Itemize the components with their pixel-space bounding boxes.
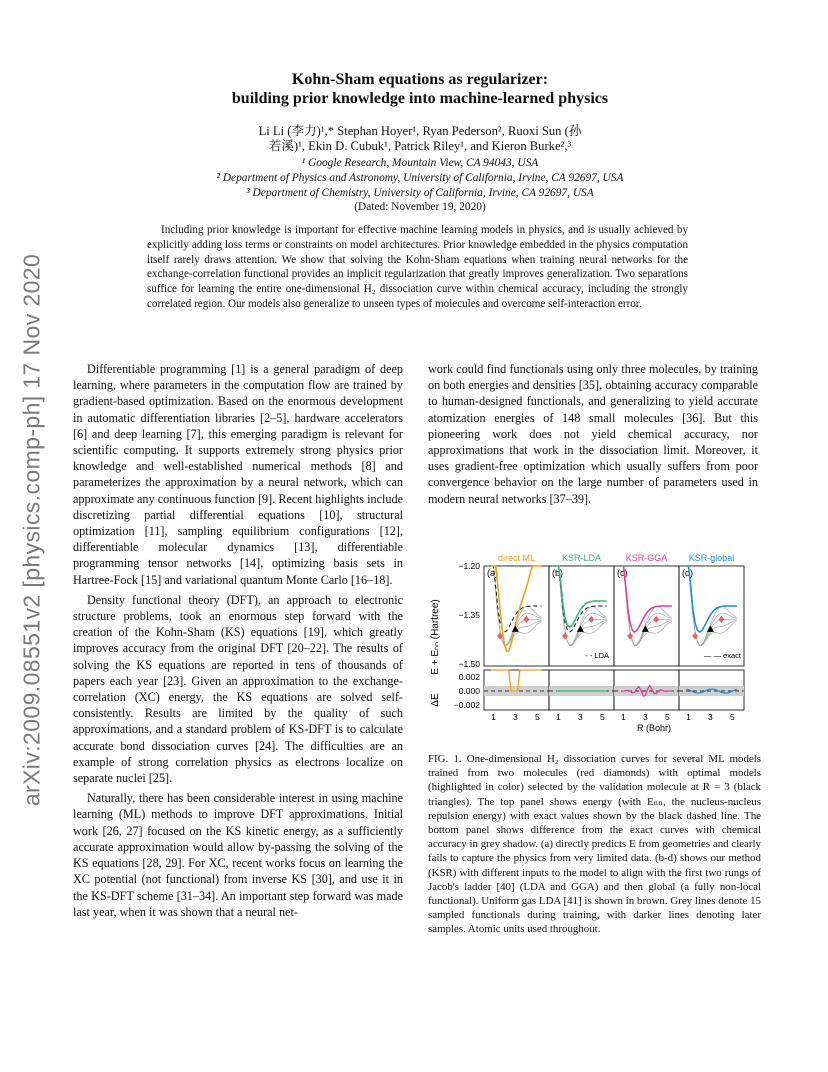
paragraph: work could find functionals using only three molecules, by training on both energies and densities [35], obtaining accuracy comparable to human-designed functionals, and generalizing to yield accurate atomization energies of 148 small molecules [36]. But this pioneering work does not yield chemical accuracy, nor approximations that work in the dissociation limit. Moreover, it uses gradient-free optimization which usually suffers from poor convergence behavior on the large number of parameters used in modern neural networks [37–39]. [428, 362, 758, 506]
panel-title: KSR-LDA [561, 553, 602, 563]
model-curve [556, 566, 606, 627]
panel-title: direct ML [497, 553, 536, 563]
x-tick: 1 [621, 712, 626, 722]
x-tick: 1 [686, 712, 691, 722]
y-tick: −0.002 [453, 700, 480, 710]
affiliation-1: ¹ Google Research, Mountain View, CA 94043, USA [301, 157, 539, 169]
validation-molecule-triangle [512, 625, 519, 632]
x-tick: 1 [556, 712, 561, 722]
abstract: Including prior knowledge is important for effective machine learning models in physics, and is usually achieved by explicitly adding loss terms or constraints on model architectures. Prior knowledge embedded in the physics computation itself rarely draws attention. We show that solving the Kohn-Sham equations when training neural networks for the exchange-correlation functional provides an implicit regularization that greatly improves generalization. Two separations suffice for learning the entire one-dimensional H₂ dissociation curve within chemical accuracy, including the strongly correlated region. Our models also generalize to unseen types of molecules and overcome self-interaction error. [147, 224, 688, 310]
legend-exact: — — exact [703, 651, 741, 660]
training-molecule-diamond [562, 633, 568, 640]
figure-caption: FIG. 1. One-dimensional H₂ dissociation curves for several ML models trained from two molecules (red diamonds) with optimal models (highlighted in color) selected by the validation molecule at R = 3 (black triangles). The top panel shows energy (with Eₙₙ, the nucleus-nucleus repulsion energy) with exact values shown by the black dashed line. The bottom panel shows difference from the exact curves with chemical accuracy in grey shadow. (a) directly predicts E from geometries and clearly fails to capture the physics from very limited data. (b-d) shows our method (KSR) with different inputs to the model to align with the first two rungs of Jacob's ladder [40] (LDA and GGA) and then global (a fully non-local functional). Uniform gas LDA [41] is shown in brown. Grey lines denote 15 sampled functionals during training, with darker lines denoting later samples. Atomic units used throughout. [428, 753, 761, 936]
y-tick: −1.20 [458, 561, 480, 571]
arxiv-sidebar-stamp [0, 230, 64, 830]
training-molecule-diamond [627, 633, 633, 640]
y-tick: −1.50 [458, 659, 480, 669]
x-tick: 3 [643, 712, 648, 722]
y-tick: −1.35 [458, 610, 480, 620]
paper-title [120, 70, 720, 108]
training-molecule-diamond [588, 616, 594, 623]
x-tick: 5 [729, 712, 735, 722]
training-molecule-diamond [692, 633, 698, 640]
affiliation-2: ² Department of Physics and Astronomy, University of California, Irvine, CA 92697, USA [216, 172, 624, 184]
x-axis-label: R (Bohr) [636, 723, 672, 733]
paragraph: Differentiable programming [1] is a general paradigm of deep learning, where parameters in the computation flow are trained by gradient-based optimization. Based on the enormous development in automatic differentiation libraries [2–5], hardware accelerators [6] and deep learning [7], this emerging paradigm is relevant for scientific computing. It supports extremely strong physics prior knowledge and well-established numerical methods [8] and parameterizes the approximation by a neural network, which can approximate any continuous function [9]. Recent highlights include discretizing partial differential equations [10], structural optimization [11], sampling equilibrium configurations [12], differentiable molecular dynamics [13], differentiable programming tensor networks [14], optimizing basis sets in Hartree-Fock [15] and variational quantum Monte Carlo [16–18]. [73, 362, 403, 587]
training-molecule-diamond [523, 616, 529, 623]
panel-title: KSR-global [688, 553, 735, 563]
legend-lda: - - LDA [585, 651, 609, 660]
date-line: (Dated: November 19, 2020) [354, 201, 486, 213]
y-tick: 0.000 [458, 686, 480, 696]
panel-label: (d) [682, 568, 693, 578]
y-tick: 0.002 [458, 672, 480, 682]
x-tick: 3 [708, 712, 713, 722]
arxiv-id: arXiv:2009.08551v2 [physics.comp-ph] 17 Nov 2020 [18, 253, 45, 807]
authors-line-2: 若溪)¹, Ekin D. Cubuk¹, Patrick Riley¹, and Kieron Burke²,³ [268, 139, 572, 153]
figure-1 [424, 552, 786, 752]
affiliation-3: ³ Department of Chemistry, University of California, Irvine, CA 92697, USA [246, 187, 594, 199]
figure-1-plot [424, 552, 786, 752]
validation-molecule-triangle [642, 625, 649, 632]
x-tick: 5 [599, 712, 605, 722]
x-tick: 1 [491, 712, 496, 722]
author-list [150, 124, 690, 154]
panel-title: KSR-GGA [625, 553, 668, 563]
paragraph: Naturally, there has been considerable interest in using machine learning (ML) methods to improve DFT approximations. Initial work [26, 27] focused on the KS kinetic energy, as a sufficiently accurate approximation would allow by-passing the solving of the KS equations [28, 29]. For XC, recent works focus on learning the XC potential (not functional) from inverse KS [30], and use it in the KS-DFT scheme [31–34]. An important step forward was made last year, when it was shown that a neural net- [73, 791, 403, 919]
panel-label: (c) [617, 568, 628, 578]
x-tick: 3 [578, 712, 583, 722]
title-line-2: building prior knowledge into machine-learned physics [231, 90, 609, 107]
x-tick: 5 [534, 712, 540, 722]
x-tick: 5 [664, 712, 670, 722]
title-line-1: Kohn-Sham equations as regularizer: [291, 71, 549, 88]
model-curve [491, 566, 541, 651]
figure-panels [484, 553, 744, 722]
panel-label: (a) [487, 568, 498, 578]
y-axis-label-top: E + Eₙₙ (Hartree) [430, 599, 441, 675]
panel-label: (b) [552, 568, 563, 578]
training-molecule-diamond [653, 616, 659, 623]
validation-molecule-triangle [707, 625, 714, 632]
paragraph: Density functional theory (DFT), an approach to electronic structure problems, took an enormous step forward with the creation of the Kohn-Sham (KS) equations [19], which greatly improves accuracy from the original DFT [20–22]. The results of solving the KS equations are reported in tens of thousands of papers each year [23]. Given an approximation to the exchange-correlation (XC) energy, the KS equations are solved self-consistently. Results are limited by the quality of such approximations, and a standard problem of KS-DFT is to calculate accurate bond dissociation curves [24]. The difficulties are an example of strong correlation physics as electrons localize on separate nuclei [25]. [73, 592, 403, 786]
y-axis-label-bottom: ΔE [430, 693, 441, 707]
validation-molecule-triangle [577, 625, 584, 632]
x-tick: 3 [513, 712, 518, 722]
training-molecule-diamond [718, 616, 724, 623]
right-column [428, 361, 758, 511]
left-column [73, 361, 403, 924]
authors-line-1: Li Li (李力)¹,* Stephan Hoyer¹, Ryan Pederson², Ruoxi Sun (孙 [258, 124, 582, 138]
affiliations [150, 156, 690, 201]
